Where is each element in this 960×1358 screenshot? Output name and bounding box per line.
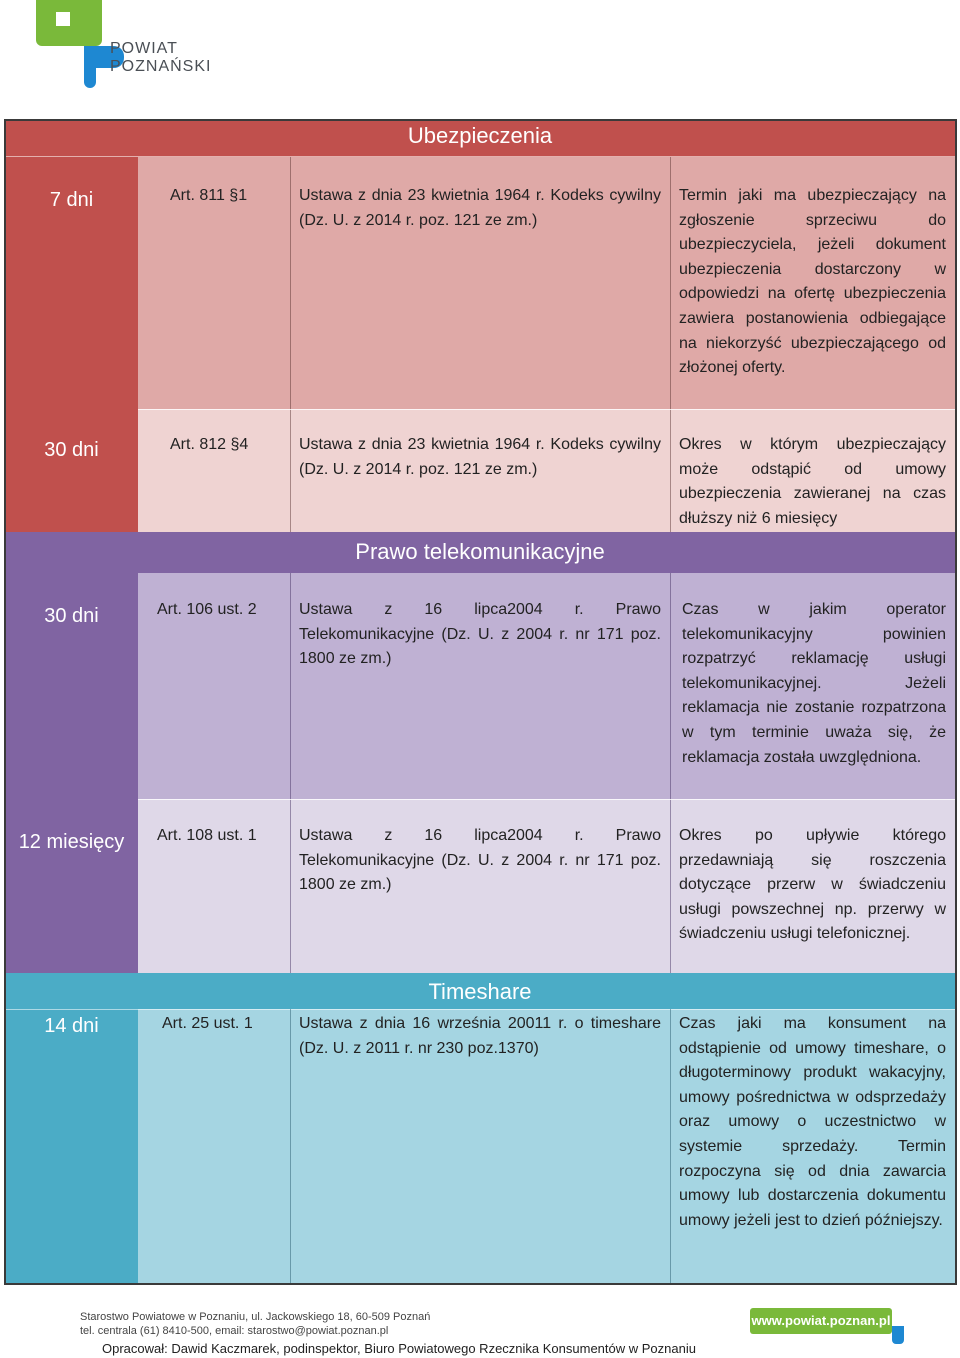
row-law: Ustawa z 16 lipca2004 r. Prawo Telekomunikacyjne (Dz. U. z 2004 r. nr 171 poz. 1800 ze zm.)	[299, 827, 661, 894]
footer-author: Opracował: Dawid Kaczmarek, podinspektor, Biuro Powiatowego Rzecznika Konsumentów w Poznaniu	[102, 1341, 696, 1356]
row-description: Okres po upływie którego przedawniają się roszczenia dotyczące przerw w świadczeniu usługi powszechnej np. przerwy w świadczeniu usługi telefonicznej.	[679, 827, 946, 943]
logo-white-square	[56, 12, 70, 26]
footer-contact: tel. centrala (61) 8410-500, email: starostwo@powiat.poznan.pl	[80, 1325, 389, 1337]
row-days: 12 miesięcy	[18, 831, 125, 853]
row-law: Ustawa z 16 lipca2004 r. Prawo Telekomunikacyjne (Dz. U. z 2004 r. nr 171 poz. 1800 ze zm.)	[299, 601, 661, 668]
row-description: Okres w którym ubezpieczający może odstąpić od umowy ubezpieczenia zawieranej na czas dłuższy niż 6 miesięcy	[679, 436, 946, 527]
row-article: Art. 108 ust. 1	[157, 827, 257, 844]
footer-address: Starostwo Powiatowe w Poznaniu, ul. Jackowskiego 18, 60-509 Poznań	[80, 1311, 431, 1323]
logo-line2: POZNAŃSKI	[110, 58, 212, 75]
website-badge[interactable]	[750, 1308, 892, 1334]
section-title-insurance: Ubezpieczenia	[407, 123, 553, 148]
website-logo-mark	[892, 1326, 904, 1344]
row-description: Termin jaki ma ubezpieczający na zgłoszenie sprzeciwu do ubezpieczyciela, jeżeli dokument ubezpieczenia dostarczony w odpowiedzi na ofertę ubezpieczenia zawiera postanowienia odbiegające na niekorzyść ubezpieczającego od złożonej oferty.	[679, 187, 946, 377]
website-label: www.powiat.poznan.pl	[751, 1313, 891, 1328]
row-days: 30 dni	[44, 439, 99, 461]
row-description: Czas w jakim operator telekomunikacyjny powinien rozpatrzyć reklamację usługi telekomunikacyjnej. Jeżeli reklamacja nie zostanie rozpatrzona w tym terminie uważa się, że reklamacja została uwzględniona.	[682, 601, 946, 766]
row-article: Art. 25 ust. 1	[162, 1015, 253, 1032]
row-days: 7 dni	[49, 189, 94, 211]
section-title-timeshare: Timeshare	[428, 979, 532, 1004]
row-article: Art. 812 §4	[170, 436, 249, 453]
powiat-logo	[36, 0, 236, 92]
row-law: Ustawa z dnia 23 kwietnia 1964 r. Kodeks cywilny (Dz. U. z 2014 r. poz. 121 ze zm.)	[299, 436, 661, 478]
section-title-telecom: Prawo telekomunikacyjne	[355, 539, 605, 564]
row-days: 14 dni	[44, 1015, 99, 1037]
logo-line1: POWIAT	[110, 40, 178, 57]
logo-blue-stem	[84, 60, 96, 88]
row-description: Czas jaki ma konsument na odstąpienie od umowy timeshare, o długoterminowy produkt wakacyjny, umowy pośrednictwa w odsprzedaży oraz umowy o uczestnictwo w systemie sprzedaży. Termin rozpoczyna się od dnia zawarcia umowy lub dostarczenia dokumentu umowy jeżeli jest to dzień późniejszy.	[679, 1015, 946, 1229]
row-article: Art. 811 §1	[170, 187, 248, 204]
row-law: Ustawa z dnia 16 września 20011 r. o timeshare (Dz. U. z 2011 r. nr 230 poz.1370)	[299, 1015, 661, 1057]
row-days: 30 dni	[44, 605, 99, 627]
row-law: Ustawa z dnia 23 kwietnia 1964 r. Kodeks cywilny (Dz. U. z 2014 r. poz. 121 ze zm.)	[299, 187, 661, 229]
row-article: Art. 106 ust. 2	[157, 601, 257, 618]
